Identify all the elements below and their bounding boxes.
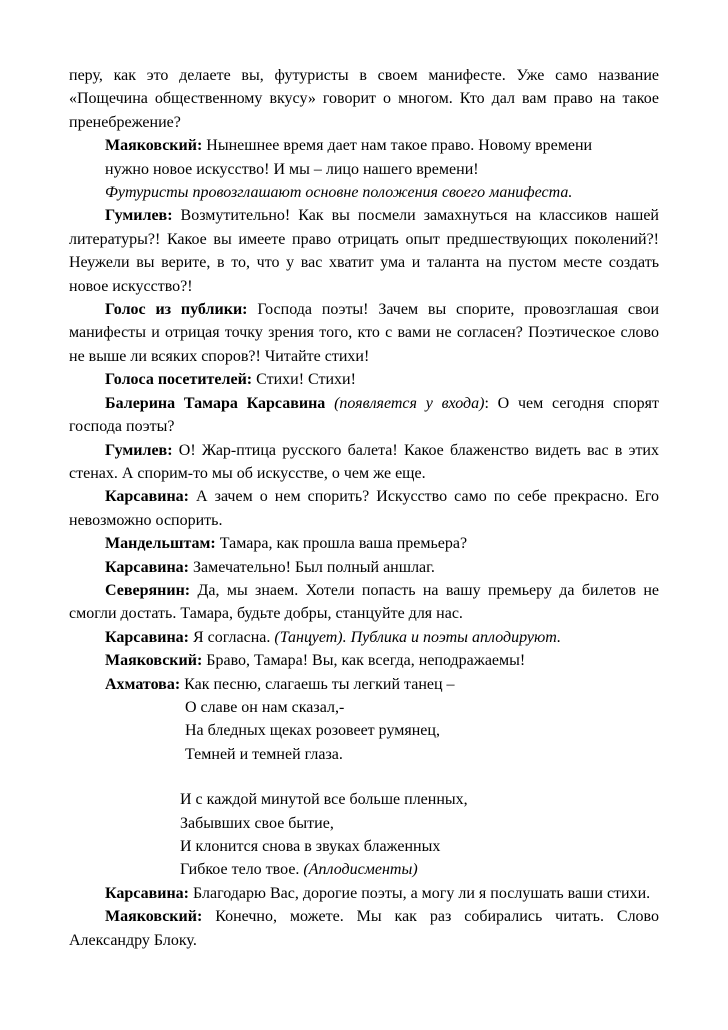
speaker-name: Балерина Тамара Карсавина bbox=[105, 394, 326, 412]
speaker-name: Северянин: bbox=[105, 581, 191, 599]
stage-direction-text: (Аплодисменты) bbox=[303, 861, 418, 879]
speaker-name: Карсавина: bbox=[105, 628, 189, 646]
verse-line: Темней и темней глаза. bbox=[185, 745, 343, 763]
speaker-name: Голос из публики: bbox=[105, 301, 248, 319]
paragraph bbox=[69, 439, 659, 486]
speech-text: О! Жар-птица русского балета! Какое блаженство видеть вас в этих стенах. А спорим-то мы об искусстве, о чем же еще. bbox=[69, 441, 659, 482]
speaker-name: Ахматова: bbox=[105, 675, 181, 693]
stage-direction bbox=[69, 181, 659, 204]
verse-line bbox=[69, 858, 659, 881]
speech-text: Тамара, как прошла ваша премьера? bbox=[215, 535, 468, 553]
speaker-name: Маяковский: bbox=[105, 908, 203, 926]
paragraph bbox=[69, 532, 659, 555]
speaker-name: Гумилев: bbox=[105, 207, 173, 225]
speech-text: Браво, Тамара! Вы, как всегда, неподражаемы! bbox=[202, 652, 526, 670]
speech-text: Я согласна. bbox=[189, 628, 275, 646]
paragraph bbox=[69, 579, 659, 626]
paragraph bbox=[69, 556, 659, 579]
paragraph bbox=[69, 368, 659, 391]
verse-line: Забывших свое бытие, bbox=[180, 814, 334, 832]
stanza-break bbox=[69, 766, 659, 788]
speech-text: Конечно, можете. Мы как раз собирались читать. Слово Александру Блоку. bbox=[69, 908, 659, 949]
paragraph bbox=[69, 485, 659, 532]
stage-direction-text: Футуристы провозглашают основне положения своего манифеста. bbox=[105, 184, 573, 202]
speaker-name: Карсавина: bbox=[105, 488, 189, 506]
paragraph bbox=[69, 882, 659, 905]
speaker-name: Карсавина: bbox=[105, 884, 189, 902]
paragraph bbox=[69, 673, 659, 696]
speech-text: Да, мы знаем. Хотели попасть на вашу премьеру да билетов не смогли достать. Тамара, будьте добры, станцуйте для нас. bbox=[69, 581, 659, 623]
stage-direction-text: (появляется у входа) bbox=[325, 394, 485, 412]
stage-direction-text: (Танцует). Публика и поэты аплодируют. bbox=[274, 628, 561, 646]
verse-line: И клонится снова в звуках блаженных bbox=[180, 838, 441, 855]
paragraph: перу, как это делаете вы, футуристы в своем манифесте. Уже само название «Пощечина общественному вкусу» говорит о многом. Кто дал вам право на такое пренебрежение? bbox=[69, 67, 659, 131]
speech-text: Замечательно! Был полный аншлаг. bbox=[189, 558, 435, 576]
paragraph bbox=[69, 134, 659, 181]
speech-text: : О чем сегодня спорят господа поэты? bbox=[69, 394, 659, 436]
speaker-name: Карсавина: bbox=[105, 558, 189, 576]
paragraph bbox=[69, 905, 659, 952]
speaker-name: Гумилев: bbox=[105, 441, 173, 459]
speech-text: Благодарю Вас, дорогие поэты, а могу ли я послушать ваши стихи. bbox=[189, 884, 651, 902]
speech-text: Возмутительно! Как вы посмели замахнуться на классиков нашей литературы?! Какое вы имеете право отрицать опыт предшествующих поколений?! Неужели вы верите, в то, что у вас хватит ума и таланта на пустом месте создать новое искусство?! bbox=[69, 207, 659, 295]
speech-text: А зачем о нем спорить? Искусство само по себе прекрасно. Его невозможно оспорить. bbox=[69, 488, 659, 529]
speaker-name: Маяковский: bbox=[105, 652, 203, 670]
speaker-name: Маяковский: bbox=[105, 137, 203, 155]
verse-line: И с каждой минутой все больше пленных, bbox=[180, 791, 468, 809]
paragraph bbox=[69, 392, 659, 439]
paragraph bbox=[69, 626, 659, 649]
speech-text: Стихи! Стихи! bbox=[252, 371, 356, 389]
speech-text: Как песню, слагаешь ты легкий танец – bbox=[180, 675, 455, 693]
verse-text: Гибкое тело твое. bbox=[180, 861, 304, 879]
speech-text: Нынешнее время дает нам такое право. Новому времени нужно новое искусство! И мы – лицо нашего времени! bbox=[105, 137, 593, 178]
speaker-name: Мандельштам: bbox=[105, 535, 216, 553]
speaker-name: Голоса посетителей: bbox=[105, 371, 253, 389]
paragraph bbox=[69, 204, 659, 298]
speech-text: Господа поэты! Зачем вы спорите, провозглашая свои манифесты и отрицая точку зрения того, кто с вами не согласен? Поэтическое слово не выше ли всяких споров?! Читайте стихи! bbox=[69, 301, 660, 365]
paragraph bbox=[69, 649, 659, 672]
paragraph bbox=[69, 298, 659, 368]
verse-line: О славе он нам сказал,- bbox=[185, 698, 345, 716]
verse-line: На бледных щеках розовеет румянец, bbox=[185, 722, 440, 740]
